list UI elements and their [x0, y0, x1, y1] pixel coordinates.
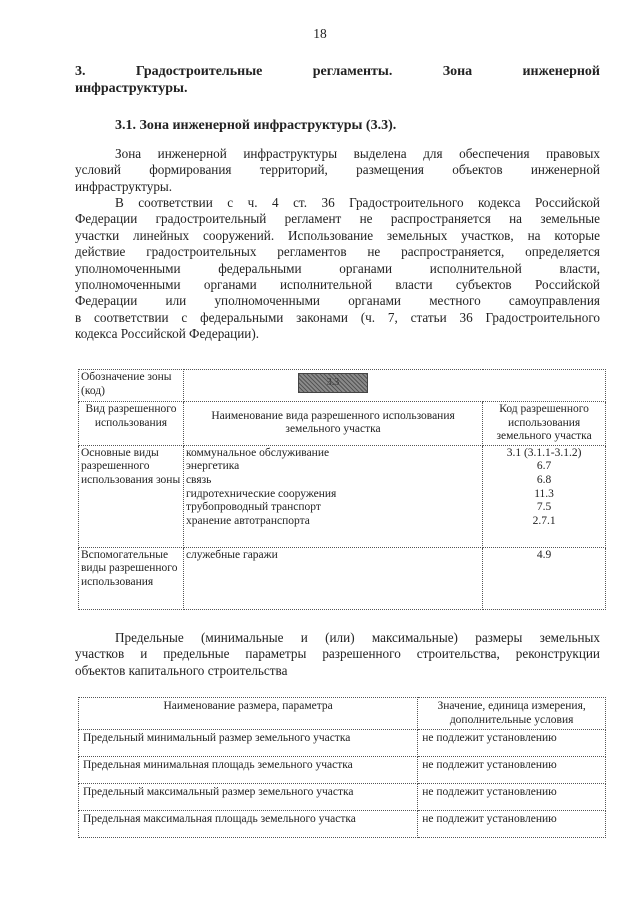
table-row: [79, 370, 606, 402]
use-name: энергетика: [185, 460, 240, 473]
text-line: кодекса Российской Федерации).: [75, 326, 260, 342]
header-cell: Наименование вида разрешенного использования земельного участка: [183, 402, 482, 446]
param-value: не подлежит установлению: [418, 730, 606, 757]
heading-number: 3.: [75, 64, 86, 79]
header-cell: Код разрешенного использования земельного участка: [483, 402, 606, 446]
param-name: Предельный минимальный размер земельного участка: [79, 730, 418, 757]
heading-word: регламенты.: [312, 64, 393, 79]
table-header-row: [79, 402, 606, 446]
use-code: 6.8: [536, 473, 552, 486]
use-name: служебные гаражи: [185, 548, 278, 561]
aux-uses-names: [183, 547, 482, 609]
text-line: участки линейных сооружений. Использование земельных участков, на которые: [75, 227, 600, 243]
text-line: Федерации градостроительный регламент не распространяется на земельные: [75, 211, 600, 227]
aux-uses-codes: [483, 547, 606, 609]
param-value: не подлежит установлению: [418, 757, 606, 784]
text-line: инфраструктуры.: [75, 178, 173, 194]
paragraph-legal: [75, 195, 600, 343]
permitted-use-table: [78, 369, 606, 610]
param-name: Предельная максимальная площадь земельного участка: [79, 811, 418, 838]
use-name: трубопроводный транспорт: [185, 501, 321, 514]
header-cell: Значение, единица измерения, дополнительные условия: [418, 698, 606, 730]
table-row: [79, 730, 606, 757]
text-line: действие градостроительных регламентов не распространяется, определяется: [75, 244, 600, 260]
use-code: 7.5: [536, 501, 552, 514]
zone-code-cell: [183, 370, 605, 402]
heading-word: инженерной: [522, 64, 600, 79]
text-line: уполномоченными федеральными органами исполнительной власти,: [75, 260, 600, 276]
text-line: участков и предельные параметры разрешенного строительства, реконструкции: [75, 646, 600, 662]
heading-word: Зона: [442, 64, 473, 79]
use-name: связь: [185, 473, 212, 486]
table-row-aux-uses: [79, 547, 606, 609]
paragraph-zone-purpose: [75, 146, 600, 195]
parameters-table: [78, 697, 606, 838]
main-uses-codes: [483, 445, 606, 547]
param-value: не подлежит установлению: [418, 811, 606, 838]
text-line: Зона инженерной инфраструктуры выделена для обеспечения правовых: [115, 146, 600, 161]
text-line: В соответствии с ч. 4 ст. 36 Градостроительного кодекса Российской: [115, 195, 600, 210]
text-line: Предельные (минимальные и (или) максимальные) размеры земельных: [115, 630, 600, 645]
zone-code-stamp: [298, 373, 368, 393]
zone-code: 3.3: [326, 377, 340, 388]
paragraph-limits: [75, 630, 600, 679]
table-row-main-uses: [79, 445, 606, 547]
header-cell: Наименование размера, параметра: [79, 698, 418, 730]
main-uses-label: Основные виды разрешенного использования зоны: [79, 445, 184, 547]
use-name: коммунальное обслуживание: [185, 446, 330, 459]
text-line: уполномоченными органами исполнительной власти субъектов Российской: [75, 277, 600, 293]
use-code: 6.7: [536, 460, 552, 473]
section-heading: [75, 63, 600, 80]
text-line: условий формирования территорий, размещения объектов инженерной: [75, 162, 600, 178]
aux-uses-label: Вспомогательные виды разрешенного использования: [79, 547, 184, 609]
use-name: гидротехнические сооружения: [185, 487, 337, 500]
zone-label-cell: Обозначение зоны (код): [79, 370, 184, 402]
table-row: [79, 811, 606, 838]
subsection-heading: 3.1. Зона инженерной инфраструктуры (3.3).: [115, 118, 397, 133]
heading-word: Градостроительные: [135, 64, 263, 79]
header-cell: Вид разрешенного использования: [79, 402, 184, 446]
param-value: не подлежит установлению: [418, 784, 606, 811]
page-number: 18: [313, 26, 327, 41]
table-row: [79, 757, 606, 784]
main-uses-names: [183, 445, 482, 547]
use-code: 3.1 (3.1.1-3.1.2): [506, 446, 582, 459]
text-line: объектов капитального строительства: [75, 662, 288, 678]
param-name: Предельная минимальная площадь земельного участка: [79, 757, 418, 784]
table-row: [79, 784, 606, 811]
section-heading-cont: инфраструктуры.: [75, 81, 188, 96]
use-code: 2.7.1: [532, 514, 556, 527]
table-header-row: [79, 698, 606, 730]
param-name: Предельный максимальный размер земельного участка: [79, 784, 418, 811]
use-code: 4.9: [536, 548, 552, 561]
use-name: хранение автотранспорта: [185, 514, 310, 527]
text-line: Федерации или уполномоченными органами местного самоуправления: [75, 293, 600, 309]
use-code: 11.3: [534, 487, 554, 500]
text-line: в соответствии с федеральными законами (ч. 7, статьи 36 Градостроительного: [75, 309, 600, 325]
